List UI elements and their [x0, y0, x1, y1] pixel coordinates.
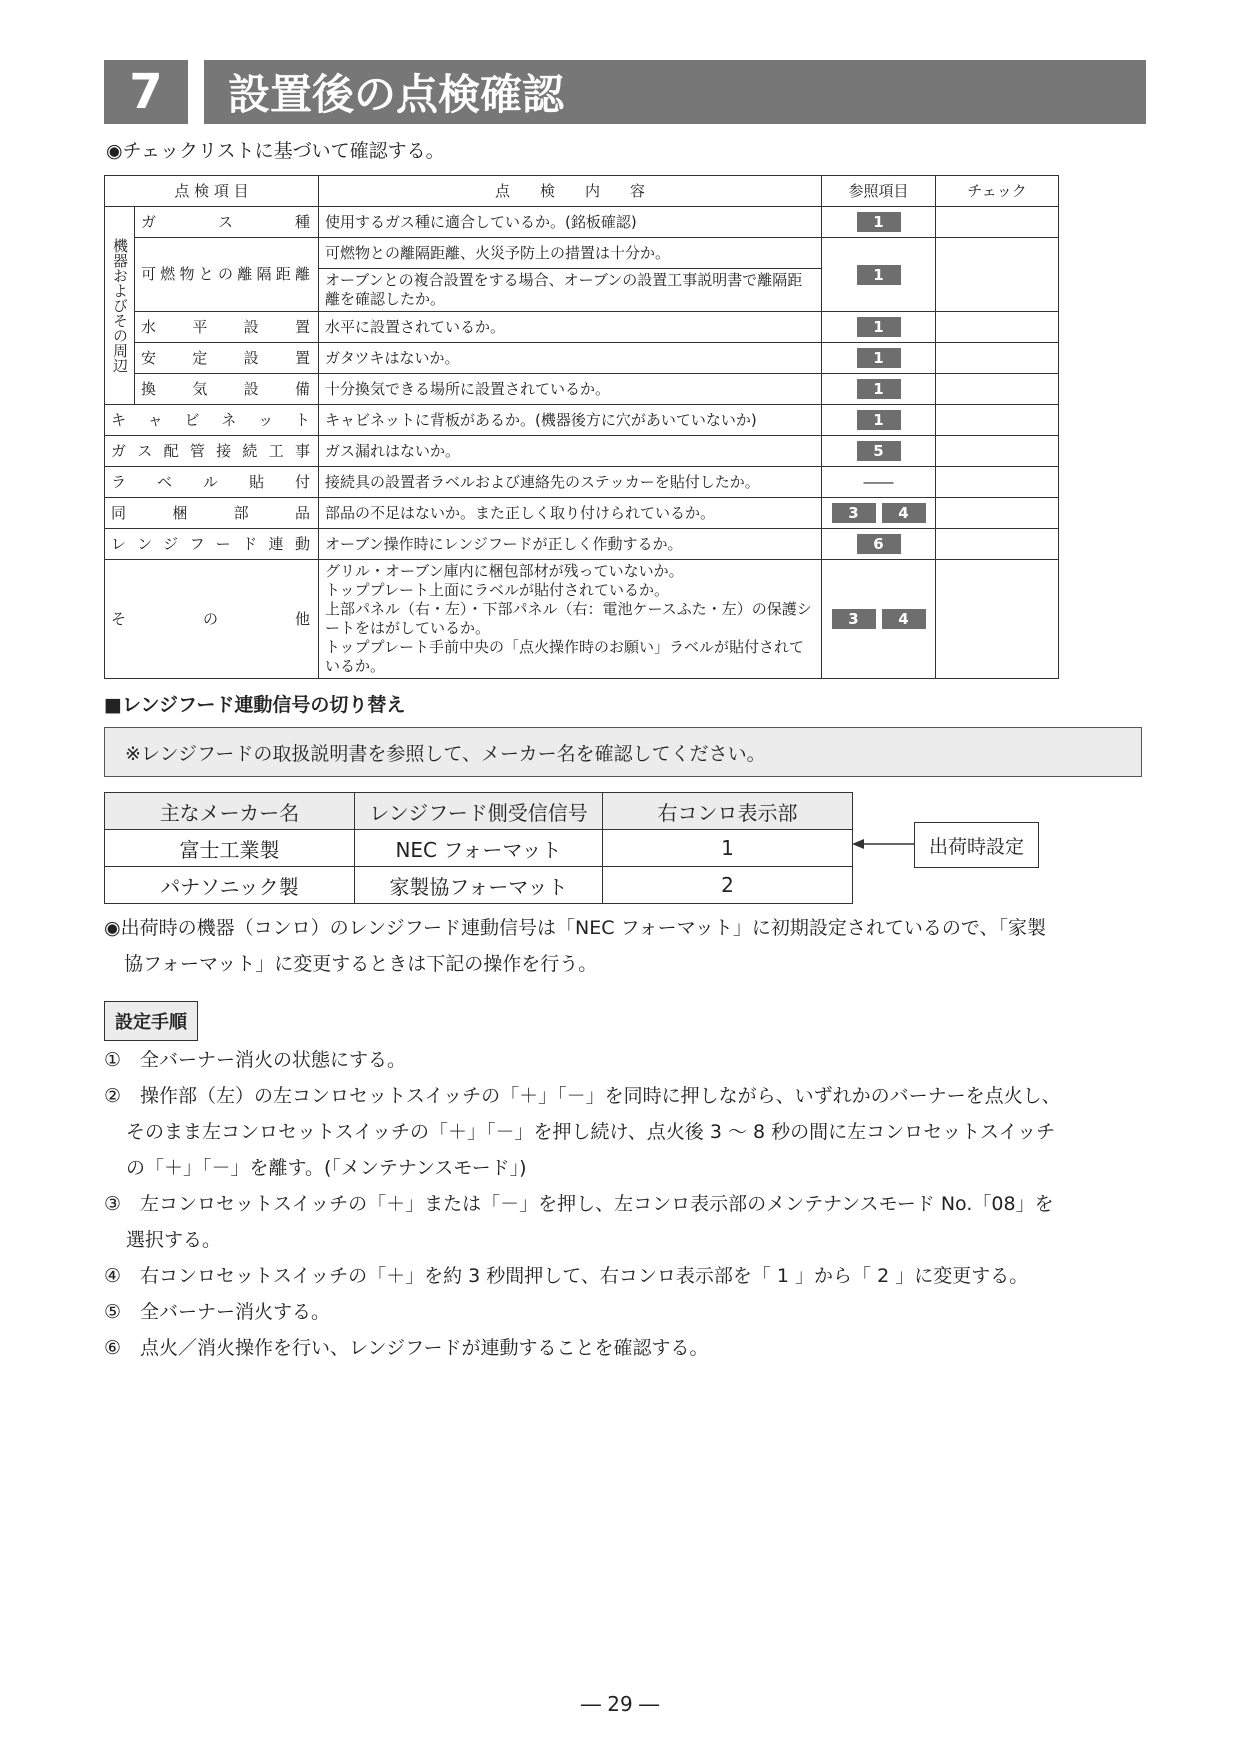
checklist-table	[104, 175, 1059, 679]
item-content: ガタツキはないか。	[319, 343, 822, 374]
page-title: 設置後の点検確認	[204, 60, 1146, 124]
content-line: 上部パネル（右・左）・下部パネル（右：電池ケースふた・左）の保護シートをはがしているか。	[325, 600, 812, 637]
note-line: ◉出荷時の機器（コンロ）のレンジフード連動信号は「NEC フォーマット」に初期設定されているので、「家製	[104, 917, 1046, 939]
item-content: ガス漏れはないか。	[319, 436, 822, 467]
check-box[interactable]	[936, 498, 1059, 529]
ref-badge: 5	[857, 441, 901, 461]
checklist-header-row	[105, 176, 1059, 207]
item-label: 換 気 設 備	[135, 374, 319, 405]
signal-cell: 家製協フォーマット	[355, 867, 603, 904]
ref-badge: 1	[857, 212, 901, 232]
ref-cell	[822, 238, 936, 312]
item-label: 安 定 設 置	[135, 343, 319, 374]
step-line: の「＋」「－」を離す。(「メンテナンスモード」)	[126, 1157, 527, 1179]
hood-note: ※レンジフードの取扱説明書を参照して、メーカー名を確認してください。	[104, 727, 1142, 777]
table-row	[105, 830, 853, 867]
note-line: 協フォーマット」に変更するときは下記の操作を行う。	[124, 953, 598, 975]
maker-cell: パナソニック製	[105, 867, 355, 904]
signal-cell: NEC フォーマット	[355, 830, 603, 867]
check-box[interactable]	[936, 529, 1059, 560]
item-label: 水 平 設 置	[135, 312, 319, 343]
header-ref: 参照項目	[822, 176, 936, 207]
ship-setting-label: 出荷時設定	[914, 822, 1039, 868]
row-vent	[105, 374, 1059, 405]
step-4: ④ 右コンロセットスイッチの「＋」を約 3 秒間押して、右コンロ表示部を「 1 」から「 2 」に変更する。	[104, 1265, 1029, 1287]
item-content: オーブンとの複合設置をする場合、オーブンの設置工事説明書で離隔距離を確認したか。	[319, 269, 822, 312]
display-cell: 2	[603, 867, 853, 904]
item-label: キャビネット	[105, 405, 319, 436]
ref-dash: ――	[863, 472, 894, 491]
section-number: 7	[104, 60, 188, 124]
step-line: そのまま左コンロセットスイッチの「＋」「－」を押し続け、点火後 3 ～ 8 秒の間に左コンロセットスイッチ	[126, 1121, 1056, 1143]
item-label: 可燃物との離隔距離	[135, 238, 319, 312]
hood-section-title: ■レンジフード連動信号の切り替え	[104, 694, 406, 716]
row-other	[105, 560, 1059, 679]
row-hood	[105, 529, 1059, 560]
item-content: キャビネットに背板があるか。(機器後方に穴があいていないか)	[319, 405, 822, 436]
steps-list	[104, 1042, 1144, 1366]
header-check: チェック	[936, 176, 1059, 207]
display-header: 右コンロ表示部	[603, 793, 853, 830]
step-2	[104, 1078, 1144, 1186]
steps-title: 設定手順	[104, 1001, 198, 1041]
check-box[interactable]	[936, 436, 1059, 467]
maker-header-row	[105, 793, 853, 830]
check-box[interactable]	[936, 374, 1059, 405]
ref-cell	[822, 405, 936, 436]
ref-badge: 3	[832, 609, 876, 629]
row-cabinet	[105, 405, 1059, 436]
check-box[interactable]	[936, 405, 1059, 436]
step-3	[104, 1186, 1144, 1258]
item-label: 同 梱 部 品	[105, 498, 319, 529]
item-label: そ の 他	[105, 560, 319, 679]
content-line: グリル・オーブン庫内に梱包部材が残っていないか。	[325, 562, 684, 580]
content-line: トッププレート手前中央の「点火操作時のお願い」ラベルが貼付されているか。	[325, 638, 804, 675]
header-content: 点 検 内 容	[319, 176, 822, 207]
row-level	[105, 312, 1059, 343]
item-content	[319, 560, 822, 679]
step-1: ① 全バーナー消火の状態にする。	[104, 1049, 407, 1071]
ref-cell	[822, 560, 936, 679]
ref-badge: 6	[857, 534, 901, 554]
check-box[interactable]	[936, 560, 1059, 679]
check-box[interactable]	[936, 238, 1059, 312]
ref-cell	[822, 312, 936, 343]
ref-cell	[822, 374, 936, 405]
ref-badge: 4	[882, 503, 926, 523]
ref-badge: 4	[882, 609, 926, 629]
step-5: ⑤ 全バーナー消火する。	[104, 1301, 331, 1323]
step-line: ③ 左コンロセットスイッチの「＋」または「－」を押し、左コンロ表示部のメンテナンスモード No.「08」を	[104, 1193, 1054, 1215]
item-content: 接続具の設置者ラベルおよび連絡先のステッカーを貼付したか。	[319, 467, 822, 498]
step-6: ⑥ 点火／消火操作を行い、レンジフードが連動することを確認する。	[104, 1337, 709, 1359]
row-label	[105, 467, 1059, 498]
display-cell: 1	[603, 830, 853, 867]
ref-badge: 1	[857, 348, 901, 368]
step-line: 選択する。	[126, 1229, 222, 1251]
intro-text: ◉チェックリストに基づいて確認する。	[106, 140, 445, 162]
row-stable	[105, 343, 1059, 374]
item-content: 可燃物との離隔距離、火災予防上の措置は十分か。	[319, 238, 822, 269]
maker-cell: 富士工業製	[105, 830, 355, 867]
ref-badge: 3	[832, 503, 876, 523]
signal-header: レンジフード側受信信号	[355, 793, 603, 830]
row-distance	[105, 238, 1059, 269]
step-line: ② 操作部（左）の左コンロセットスイッチの「＋」「－」を同時に押しながら、いずれかのバーナーを点火し、	[104, 1085, 1061, 1107]
table-row	[105, 867, 853, 904]
item-label: ラベル貼付	[105, 467, 319, 498]
row-gas-pipe	[105, 436, 1059, 467]
item-content: オーブン操作時にレンジフードが正しく作動するか。	[319, 529, 822, 560]
row-parts	[105, 498, 1059, 529]
item-content: 水平に設置されているか。	[319, 312, 822, 343]
item-label: ガス配管接続工事	[105, 436, 319, 467]
ref-cell	[822, 436, 936, 467]
content-line: トッププレート上面にラベルが貼付されているか。	[325, 581, 669, 599]
item-label: ガ ス 種	[135, 207, 319, 238]
item-content: 十分換気できる場所に設置されているか。	[319, 374, 822, 405]
ref-cell	[822, 207, 936, 238]
ref-cell	[822, 498, 936, 529]
page-number: ― 29 ―	[580, 1692, 660, 1716]
maker-table	[104, 792, 853, 904]
item-content: 部品の不足はないか。また正しく取り付けられているか。	[319, 498, 822, 529]
ref-badge: 1	[857, 317, 901, 337]
item-content: 使用するガス種に適合しているか。(銘板確認)	[319, 207, 822, 238]
header-item: 点 検 項 目	[105, 176, 319, 207]
ref-badge: 1	[857, 410, 901, 430]
item-label: レンジフード連動	[105, 529, 319, 560]
default-setting-note	[104, 910, 1144, 982]
arrow-left-icon	[852, 838, 914, 850]
check-box[interactable]	[936, 467, 1059, 498]
ref-badge: 1	[857, 265, 901, 285]
maker-header: 主なメーカー名	[105, 793, 355, 830]
ref-cell	[822, 467, 936, 498]
group-label: 機器およびその周辺	[105, 207, 135, 405]
check-box[interactable]	[936, 207, 1059, 238]
ref-cell	[822, 343, 936, 374]
ref-cell	[822, 529, 936, 560]
check-box[interactable]	[936, 343, 1059, 374]
check-box[interactable]	[936, 312, 1059, 343]
ref-badge: 1	[857, 379, 901, 399]
row-gas-type	[105, 207, 1059, 238]
